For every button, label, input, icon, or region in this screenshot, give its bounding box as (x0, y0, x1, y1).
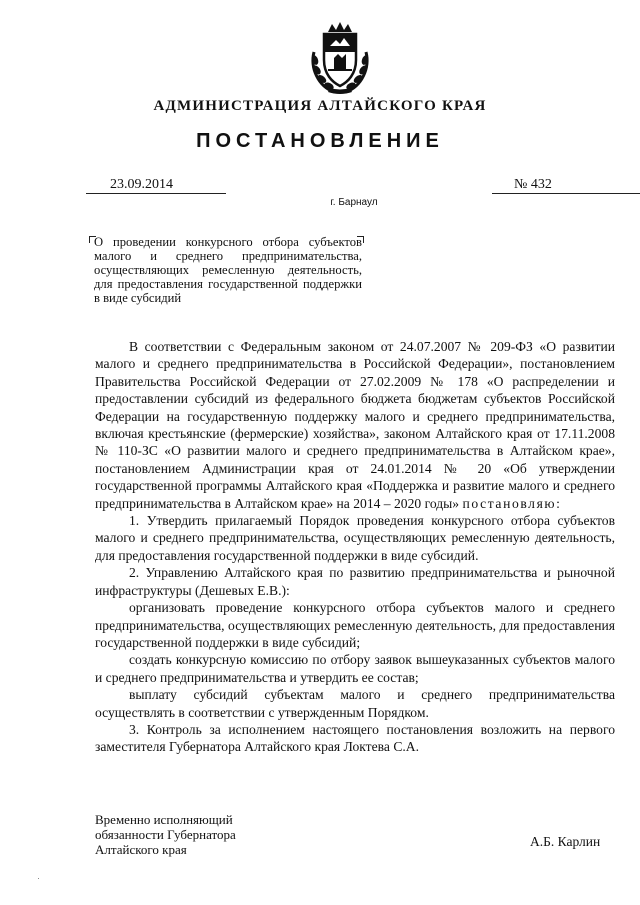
decree-word: постановляю: (462, 495, 562, 511)
document-type-title: ПОСТАНОВЛЕНИЕ (196, 130, 444, 152)
scan-speck (38, 878, 39, 879)
document-date: 23.09.2014 (86, 177, 226, 194)
paragraph-item-2-organize: организовать проведение конкурсного отбора субъектов малого и среднего предпринимательства, осуществляющих ремесленную деятельность, для предоставления государственной поддержки в виде субсидий; (95, 600, 615, 650)
coat-of-arms-emblem-icon (300, 18, 380, 98)
signatory-name: А.Б. Карлин (530, 834, 601, 849)
document-number: № 432 (492, 177, 640, 194)
signatory-line-2: обязанности Губернатора (95, 827, 236, 842)
paragraph-preamble (95, 338, 615, 512)
paragraph-item-2: 2. Управлению Алтайского края по развитию предпринимательства и рыночной инфраструктуры (Дешевых Е.В.): (95, 565, 615, 598)
preamble-text: В соответствии с Федеральным законом от 24.07.2007 № 209-ФЗ «О развитии малого и среднего предпринимательства в Российской Федерации», постановлением Правительства Российской Федерации от 27.02.2009 № 178 «О распределении и предоставлении субсидий из федерального бюджета бюджетам субъектов Российской Федерации на государственную поддержку малого и среднего предпринимательства, включая крестьянские (фермерские) хозяйства», законом Алтайского края от 17.11.2008 № 110-ЗС «О развитии малого и среднего предпринимательства в Алтайском крае», постановлением Администрации края от 24.01.2014 № 20 «Об утверждении государственной программы Алтайского края «Поддержка и развитие малого и среднего предпринимательства в Алтайском крае» на 2014 – 2020 годы» (95, 339, 615, 511)
signatory-line-1: Временно исполняющий (95, 812, 233, 827)
signatory-line-3: Алтайского края (95, 842, 187, 857)
document-subject: О проведении конкурсного отбора субъектов малого и среднего предпринимательства, осуществляющих ремесленную деятельность, для предоставления государственной поддержки в виде субсидий (94, 235, 362, 305)
paragraph-item-2-payment: выплату субсидий субъектам малого и среднего предпринимательства осуществлять в соответствии с утвержденным Порядком. (95, 687, 615, 720)
paragraph-item-3: 3. Контроль за исполнением настоящего постановления возложить на первого заместителя Губернатора Алтайского края Локтева С.А. (95, 721, 615, 755)
signatory-position (95, 812, 236, 857)
paragraph-item-1: 1. Утвердить прилагаемый Порядок проведения конкурсного отбора субъектов малого и среднего предпринимательства, осуществляющих ремесленную деятельность, для предоставления государственной поддержки в виде субсидий. (95, 513, 615, 563)
document-body (95, 338, 615, 756)
document-city: г. Барнаул (330, 197, 378, 208)
paragraph-item-2-commission: создать конкурсную комиссию по отбору заявок вышеуказанных субъектов малого и среднего предпринимательства и утвердить ее состав; (95, 652, 615, 685)
organization-title: АДМИНИСТРАЦИЯ АЛТАЙСКОГО КРАЯ (153, 98, 487, 114)
